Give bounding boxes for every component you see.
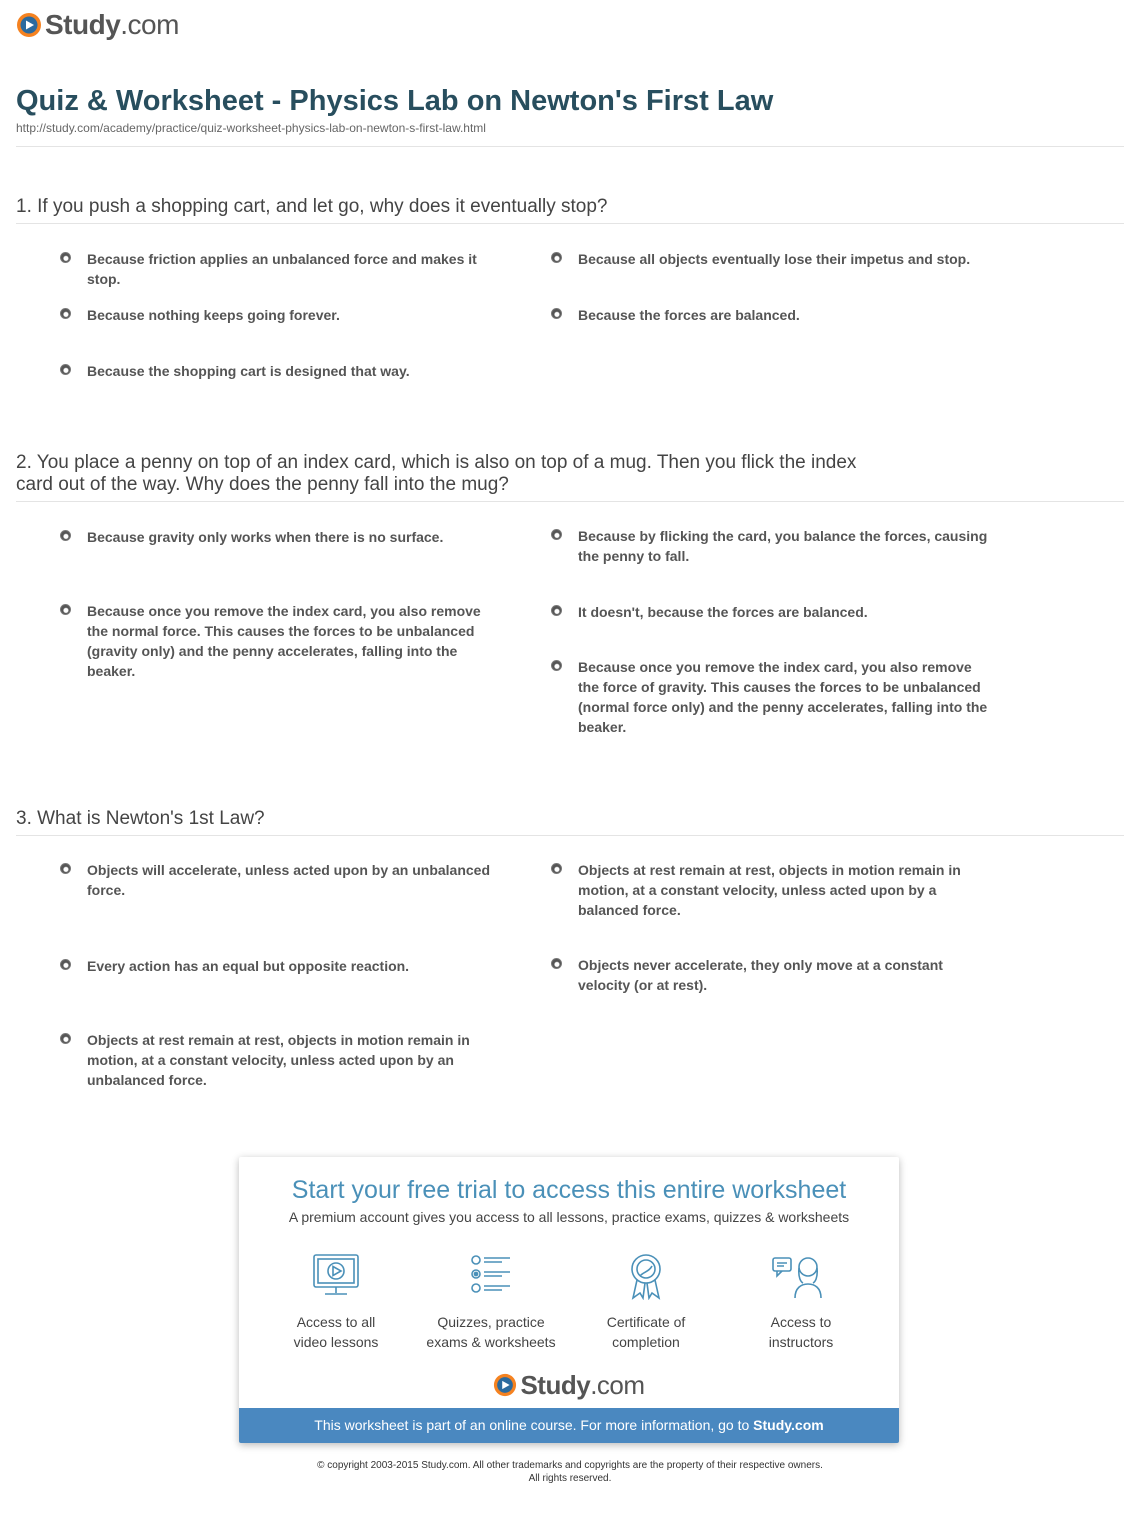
q2-option-b[interactable] <box>551 526 996 566</box>
option-label: Objects at rest remain at rest, objects in motion remain in motion, at a constant velocity, unless acted upon by an unbalanced force. <box>87 1032 470 1088</box>
header-divider <box>16 146 1124 147</box>
q3-option-b[interactable] <box>551 860 996 920</box>
radio-button-icon[interactable] <box>60 252 71 263</box>
question-3-divider <box>16 835 1124 836</box>
logo-wordmark: Study.com <box>520 1370 645 1400</box>
study-logo[interactable] <box>16 10 179 40</box>
q1-option-e[interactable] <box>60 361 505 381</box>
q2-option-e[interactable] <box>551 657 996 737</box>
question-1-divider <box>16 223 1124 224</box>
feature-certificate <box>571 1252 721 1352</box>
cta-subtitle: A premium account gives you access to all lessons, practice exams, quizzes & worksheets <box>288 1209 850 1225</box>
option-label: Objects at rest remain at rest, objects in motion remain in motion, at a constant velocity, unless acted upon by a balanced force. <box>578 862 961 918</box>
play-logo-icon <box>16 12 42 38</box>
feature-label: Access to all video lessons <box>293 1314 379 1350</box>
radio-button-icon[interactable] <box>60 530 71 541</box>
feature-label: Certificate of completion <box>606 1314 686 1350</box>
q3-option-e[interactable] <box>60 1030 505 1090</box>
radio-button-icon[interactable] <box>551 958 562 969</box>
feature-video-lessons <box>261 1252 411 1352</box>
option-label: Because once you remove the index card, you also remove the force of gravity. This causes the forces to be unbalanced (normal force only) and the penny accelerates, falling into the beaker. <box>578 659 988 735</box>
page-title: Quiz & Worksheet - Physics Lab on Newton's First Law <box>16 85 774 117</box>
question-1-text: 1. If you push a shopping cart, and let go, why does it eventually stop? <box>16 196 608 217</box>
question-2-line-2: card out of the way. Why does the penny fall into the mug? <box>16 474 509 495</box>
q1-option-b[interactable] <box>551 249 996 269</box>
radio-button-icon[interactable] <box>551 252 562 263</box>
radio-button-icon[interactable] <box>60 1033 71 1044</box>
option-label: Because all objects eventually lose their impetus and stop. <box>578 251 971 267</box>
cta-title[interactable]: Start your free trial to access this entire worksheet <box>291 1176 847 1204</box>
page-url[interactable]: http://study.com/academy/practice/quiz-worksheet-physics-lab-on-newton-s-first-law.html <box>16 121 486 135</box>
option-label: Because friction applies an unbalanced force and makes it stop. <box>87 251 477 287</box>
copyright-line-2: All rights reserved. <box>528 1473 612 1484</box>
radio-button-icon[interactable] <box>60 604 71 615</box>
option-label: It doesn't, because the forces are balanced. <box>578 604 868 620</box>
option-label: Because the shopping cart is designed that way. <box>87 363 410 379</box>
question-2-divider <box>16 501 1124 502</box>
q2-option-d[interactable] <box>551 602 996 622</box>
radio-button-icon[interactable] <box>60 308 71 319</box>
q1-option-c[interactable] <box>60 305 505 325</box>
logo-wordmark: Study.com <box>45 9 179 40</box>
quiz-list-icon <box>466 1252 516 1300</box>
radio-button-icon[interactable] <box>551 660 562 671</box>
q1-option-d[interactable] <box>551 305 996 325</box>
q3-option-d[interactable] <box>551 955 996 995</box>
q3-option-c[interactable] <box>60 956 505 976</box>
q2-option-a[interactable] <box>60 527 505 547</box>
feature-instructors <box>726 1252 876 1352</box>
q2-option-c[interactable] <box>60 601 505 681</box>
feature-quizzes <box>416 1252 566 1352</box>
question-3-text: 3. What is Newton's 1st Law? <box>16 808 265 829</box>
free-trial-card[interactable] <box>239 1157 899 1443</box>
option-label: Objects will accelerate, unless acted upon by an unbalanced force. <box>87 862 491 898</box>
option-label: Every action has an equal but opposite reaction. <box>87 958 410 974</box>
radio-button-icon[interactable] <box>60 364 71 375</box>
option-label: Because by flicking the card, you balance the forces, causing the penny to fall. <box>578 528 988 564</box>
option-label: Because gravity only works when there is no surface. <box>87 529 444 545</box>
question-2-line-1: 2. You place a penny on top of an index card, which is also on top of a mug. Then you flick the index <box>16 452 857 473</box>
certificate-icon <box>621 1252 671 1300</box>
radio-button-icon[interactable] <box>551 863 562 874</box>
course-info-text: This worksheet is part of an online course. For more information, go to <box>314 1417 754 1433</box>
copyright-notice <box>0 1459 1140 1485</box>
option-label: Objects never accelerate, they only move at a constant velocity (or at rest). <box>578 957 943 993</box>
course-info-bar[interactable] <box>239 1408 899 1443</box>
cta-study-logo[interactable] <box>239 1370 899 1400</box>
radio-button-icon[interactable] <box>551 605 562 616</box>
feature-label: Quizzes, practice exams & worksheets <box>426 1314 556 1350</box>
q1-option-a[interactable] <box>60 249 505 289</box>
radio-button-icon[interactable] <box>551 529 562 540</box>
option-label: Because once you remove the index card, you also remove the normal force. This causes the forces to be unbalanced (gravity only) and the penny accelerates, falling into the beaker. <box>87 603 481 679</box>
radio-button-icon[interactable] <box>60 863 71 874</box>
play-logo-icon <box>493 1373 517 1397</box>
radio-button-icon[interactable] <box>60 959 71 970</box>
feature-label: Access to instructors <box>768 1314 834 1350</box>
option-label: Because nothing keeps going forever. <box>87 307 340 323</box>
copyright-line-1: © copyright 2003-2015 Study.com. All other trademarks and copyrights are the property of their respective owners. <box>317 1460 823 1471</box>
video-lesson-icon <box>311 1252 361 1300</box>
q3-option-a[interactable] <box>60 860 505 900</box>
option-label: Because the forces are balanced. <box>578 307 800 323</box>
instructor-icon <box>771 1252 831 1300</box>
question-2-text <box>16 452 936 496</box>
study-com-link[interactable]: Study.com <box>753 1417 824 1433</box>
radio-button-icon[interactable] <box>551 308 562 319</box>
